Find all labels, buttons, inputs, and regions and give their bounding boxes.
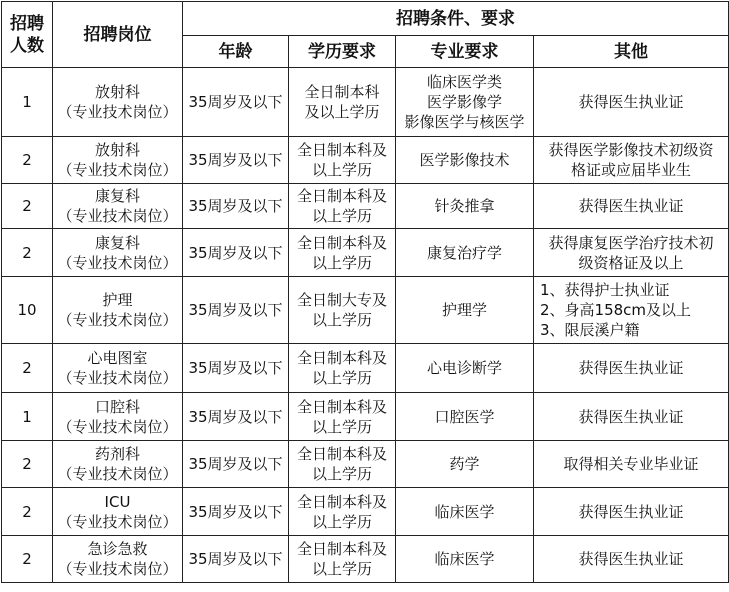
header-education: 学历要求 bbox=[289, 36, 396, 68]
cell-other bbox=[534, 344, 729, 393]
cell-count: 2 bbox=[2, 441, 53, 488]
cell-major-line: 心电诊断学 bbox=[426, 359, 502, 377]
cell-major-line: 临床医学 bbox=[434, 550, 495, 568]
cell-education-line: 以上学历 bbox=[311, 560, 372, 578]
cell-position-line: 护理 bbox=[102, 291, 133, 309]
cell-education-line: 全日制本科及 bbox=[296, 445, 387, 463]
cell-count: 1 bbox=[2, 393, 53, 441]
cell-education bbox=[289, 229, 396, 277]
cell-education-line: 以上学历 bbox=[311, 512, 372, 531]
cell-position-line: （专业技术岗位） bbox=[57, 417, 178, 436]
cell-major bbox=[396, 441, 534, 488]
cell-other bbox=[534, 441, 729, 488]
cell-other-line: 获得医生执业证 bbox=[578, 550, 684, 568]
cell-other-line: 1、获得护士执业证 bbox=[540, 281, 670, 299]
cell-position-line: （专业技术岗位） bbox=[57, 369, 178, 387]
cell-position bbox=[53, 229, 183, 277]
cell-position bbox=[53, 277, 183, 344]
cell-position-line: 康复科 bbox=[94, 233, 140, 252]
cell-other-line: 获得医生执业证 bbox=[578, 93, 684, 111]
cell-position bbox=[53, 488, 183, 536]
cell-other bbox=[534, 229, 729, 277]
cell-education bbox=[289, 344, 396, 393]
cell-education-line: 以上学历 bbox=[311, 207, 372, 225]
cell-other bbox=[534, 277, 729, 344]
cell-other-line: 取得相关专业毕业证 bbox=[563, 455, 699, 473]
cell-other bbox=[534, 68, 729, 137]
cell-position-line: （专业技术岗位） bbox=[57, 465, 178, 483]
table-row bbox=[2, 393, 729, 441]
cell-other-line: 获得医生执业证 bbox=[578, 407, 684, 426]
cell-count: 2 bbox=[2, 344, 53, 393]
cell-major-line: 临床医学类 bbox=[426, 73, 502, 91]
cell-position-line: （专业技术岗位） bbox=[57, 311, 178, 329]
cell-education-line: 以上学历 bbox=[311, 369, 372, 387]
cell-major bbox=[396, 277, 534, 344]
cell-position bbox=[53, 68, 183, 137]
cell-other bbox=[534, 137, 729, 184]
header-major: 专业要求 bbox=[396, 36, 534, 68]
cell-major-line: 针灸推拿 bbox=[434, 197, 495, 215]
cell-other-line: 3、限辰溪户籍 bbox=[540, 321, 640, 339]
cell-position-line: （专业技术岗位） bbox=[57, 512, 178, 531]
cell-position-line: （专业技术岗位） bbox=[57, 207, 178, 225]
cell-major-line: 口腔医学 bbox=[434, 407, 495, 426]
cell-major-line: 临床医学 bbox=[434, 502, 495, 521]
cell-position-line: 心电图室 bbox=[87, 349, 148, 367]
table-row bbox=[2, 229, 729, 277]
cell-education-line: 全日制本科及 bbox=[296, 187, 387, 205]
cell-age: 35周岁及以下 bbox=[183, 441, 289, 488]
cell-education bbox=[289, 393, 396, 441]
cell-education bbox=[289, 68, 396, 137]
cell-education-line: 以上学历 bbox=[311, 161, 372, 179]
cell-age: 35周岁及以下 bbox=[183, 488, 289, 536]
cell-position-line: 放射科 bbox=[94, 83, 140, 101]
cell-position-line: 急诊急救 bbox=[87, 540, 148, 558]
cell-count: 2 bbox=[2, 229, 53, 277]
header-other: 其他 bbox=[534, 36, 729, 68]
cell-major bbox=[396, 393, 534, 441]
cell-major-line: 护理学 bbox=[441, 301, 487, 319]
cell-position bbox=[53, 393, 183, 441]
cell-major-line: 医学影像技术 bbox=[419, 151, 510, 169]
cell-age: 35周岁及以下 bbox=[183, 536, 289, 583]
cell-position bbox=[53, 536, 183, 583]
cell-position-line: （专业技术岗位） bbox=[57, 103, 178, 121]
cell-education-line: 全日制本科及 bbox=[296, 397, 387, 416]
cell-position bbox=[53, 344, 183, 393]
cell-age: 35周岁及以下 bbox=[183, 393, 289, 441]
table-row bbox=[2, 441, 729, 488]
cell-education-line: 全日制本科及 bbox=[296, 492, 387, 511]
cell-education-line: 全日制本科及 bbox=[296, 349, 387, 367]
cell-position-line: 放射科 bbox=[94, 141, 140, 159]
cell-other-line: 2、身高158cm及以上 bbox=[540, 301, 692, 319]
cell-education-line: 以上学历 bbox=[311, 417, 372, 436]
table-row bbox=[2, 488, 729, 536]
cell-education-line: 全日制本科及 bbox=[296, 141, 387, 159]
cell-position-line: 药剂科 bbox=[94, 445, 140, 463]
cell-other bbox=[534, 536, 729, 583]
cell-major bbox=[396, 184, 534, 229]
cell-education-line: 以上学历 bbox=[311, 311, 372, 329]
cell-position-line: 康复科 bbox=[94, 187, 140, 205]
table-row bbox=[2, 277, 729, 344]
cell-education bbox=[289, 488, 396, 536]
cell-major bbox=[396, 536, 534, 583]
cell-education bbox=[289, 277, 396, 344]
cell-education bbox=[289, 137, 396, 184]
cell-position-line: 口腔科 bbox=[94, 397, 140, 416]
cell-other-line: 格证或应届毕业生 bbox=[570, 161, 691, 179]
cell-education-line: 全日制本科 bbox=[304, 83, 380, 101]
cell-education-line: 全日制大专及 bbox=[296, 291, 387, 309]
cell-major bbox=[396, 344, 534, 393]
cell-major-line: 药学 bbox=[449, 455, 480, 473]
cell-count: 2 bbox=[2, 137, 53, 184]
table-row bbox=[2, 536, 729, 583]
cell-other bbox=[534, 393, 729, 441]
cell-major-line: 医学影像学 bbox=[426, 93, 502, 111]
cell-education bbox=[289, 536, 396, 583]
cell-position-line: ICU bbox=[104, 492, 131, 511]
cell-position bbox=[53, 441, 183, 488]
cell-major bbox=[396, 68, 534, 137]
cell-position bbox=[53, 137, 183, 184]
table-row bbox=[2, 137, 729, 184]
cell-other-line: 级资格证及以上 bbox=[578, 253, 684, 272]
cell-position-line: （专业技术岗位） bbox=[57, 560, 178, 578]
cell-education-line: 以上学历 bbox=[311, 253, 372, 272]
cell-major bbox=[396, 137, 534, 184]
cell-age: 35周岁及以下 bbox=[183, 277, 289, 344]
cell-count: 2 bbox=[2, 536, 53, 583]
cell-count: 2 bbox=[2, 184, 53, 229]
table-row bbox=[2, 344, 729, 393]
cell-position bbox=[53, 184, 183, 229]
cell-other-line: 获得医生执业证 bbox=[578, 502, 684, 521]
cell-other bbox=[534, 184, 729, 229]
cell-count: 10 bbox=[2, 277, 53, 344]
cell-position-line: （专业技术岗位） bbox=[57, 253, 178, 272]
cell-position-line: （专业技术岗位） bbox=[57, 161, 178, 179]
cell-age: 35周岁及以下 bbox=[183, 68, 289, 137]
cell-other-line: 获得医生执业证 bbox=[578, 197, 684, 215]
cell-major-line: 影像医学与核医学 bbox=[404, 113, 525, 131]
cell-age: 35周岁及以下 bbox=[183, 184, 289, 229]
cell-other-line: 获得康复医学治疗技术初 bbox=[548, 233, 714, 252]
header-position: 招聘岗位 bbox=[53, 2, 183, 68]
cell-education-line: 全日制本科及 bbox=[296, 540, 387, 558]
cell-education-line: 全日制本科及 bbox=[296, 233, 387, 252]
cell-major bbox=[396, 229, 534, 277]
header-age: 年龄 bbox=[183, 36, 289, 68]
cell-count: 2 bbox=[2, 488, 53, 536]
cell-age: 35周岁及以下 bbox=[183, 137, 289, 184]
cell-education-line: 以上学历 bbox=[311, 465, 372, 483]
table-row bbox=[2, 184, 729, 229]
cell-other-line: 获得医学影像技术初级资 bbox=[548, 141, 714, 159]
cell-education-line: 及以上学历 bbox=[304, 103, 380, 121]
recruitment-table bbox=[1, 1, 729, 583]
cell-other-line: 获得医生执业证 bbox=[578, 359, 684, 377]
cell-major bbox=[396, 488, 534, 536]
cell-education bbox=[289, 184, 396, 229]
header-conditions: 招聘条件、要求 bbox=[183, 2, 729, 36]
header-count: 招聘 人数 bbox=[2, 2, 53, 68]
cell-count: 1 bbox=[2, 68, 53, 137]
cell-age: 35周岁及以下 bbox=[183, 344, 289, 393]
cell-other bbox=[534, 488, 729, 536]
cell-education bbox=[289, 441, 396, 488]
cell-major-line: 康复治疗学 bbox=[426, 243, 502, 262]
cell-age: 35周岁及以下 bbox=[183, 229, 289, 277]
table-row bbox=[2, 68, 729, 137]
